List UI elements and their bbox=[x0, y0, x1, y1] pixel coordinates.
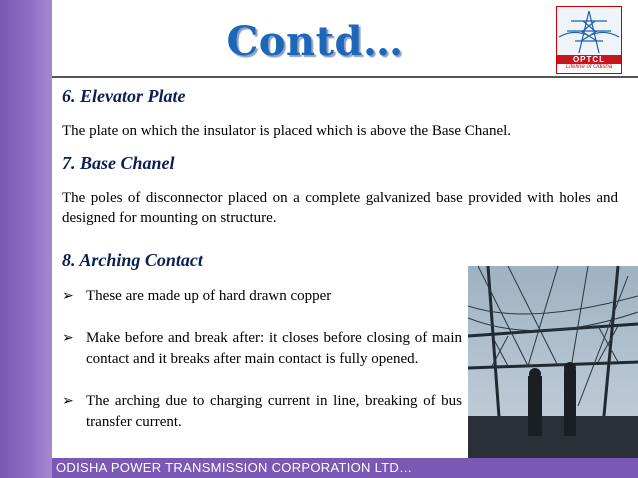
section-heading-arching-contact: 8. Arching Contact bbox=[62, 250, 203, 270]
section-heading-base-chanel: 7. Base Chanel bbox=[62, 153, 175, 173]
arrow-bullet-icon: ➢ bbox=[62, 330, 74, 346]
footer-bar bbox=[52, 458, 638, 478]
logo-wordmark: OPTCL bbox=[557, 55, 621, 64]
arching-contact-bullet-list bbox=[62, 286, 462, 454]
slide-title: Contd… bbox=[226, 18, 404, 65]
section-body-elevator-plate: The plate on which the insulator is placed which is above the Base Chanel. bbox=[62, 123, 512, 139]
section-heading-elevator-plate: 6. Elevator Plate bbox=[62, 86, 186, 106]
logo-tagline: Lifeline of Odisha bbox=[565, 64, 613, 70]
footer-company-name: ODISHA POWER TRANSMISSION CORPORATION LTD… bbox=[56, 460, 413, 475]
title-divider bbox=[52, 76, 638, 78]
optcl-logo bbox=[556, 6, 622, 74]
bullet-text: These are made up of hard drawn copper bbox=[86, 288, 332, 304]
substation-structure-image bbox=[468, 266, 638, 458]
list-item bbox=[62, 391, 462, 433]
bullet-text: The arching due to charging current in line, breaking of bus transfer current. bbox=[86, 393, 462, 430]
section-body-base-chanel: The poles of disconnector placed on a complete galvanized base provided with holes and designed for mounting on structure. bbox=[62, 190, 618, 226]
substation-photo bbox=[468, 266, 638, 458]
arrow-bullet-icon: ➢ bbox=[62, 288, 74, 304]
left-accent-bar bbox=[0, 0, 52, 478]
list-item bbox=[62, 328, 462, 370]
bullet-text: Make before and break after: it closes before closing of main contact and it breaks after main contact is fully opened. bbox=[86, 330, 462, 367]
transmission-tower-icon bbox=[557, 7, 621, 55]
list-item bbox=[62, 286, 462, 307]
arrow-bullet-icon: ➢ bbox=[62, 393, 74, 409]
